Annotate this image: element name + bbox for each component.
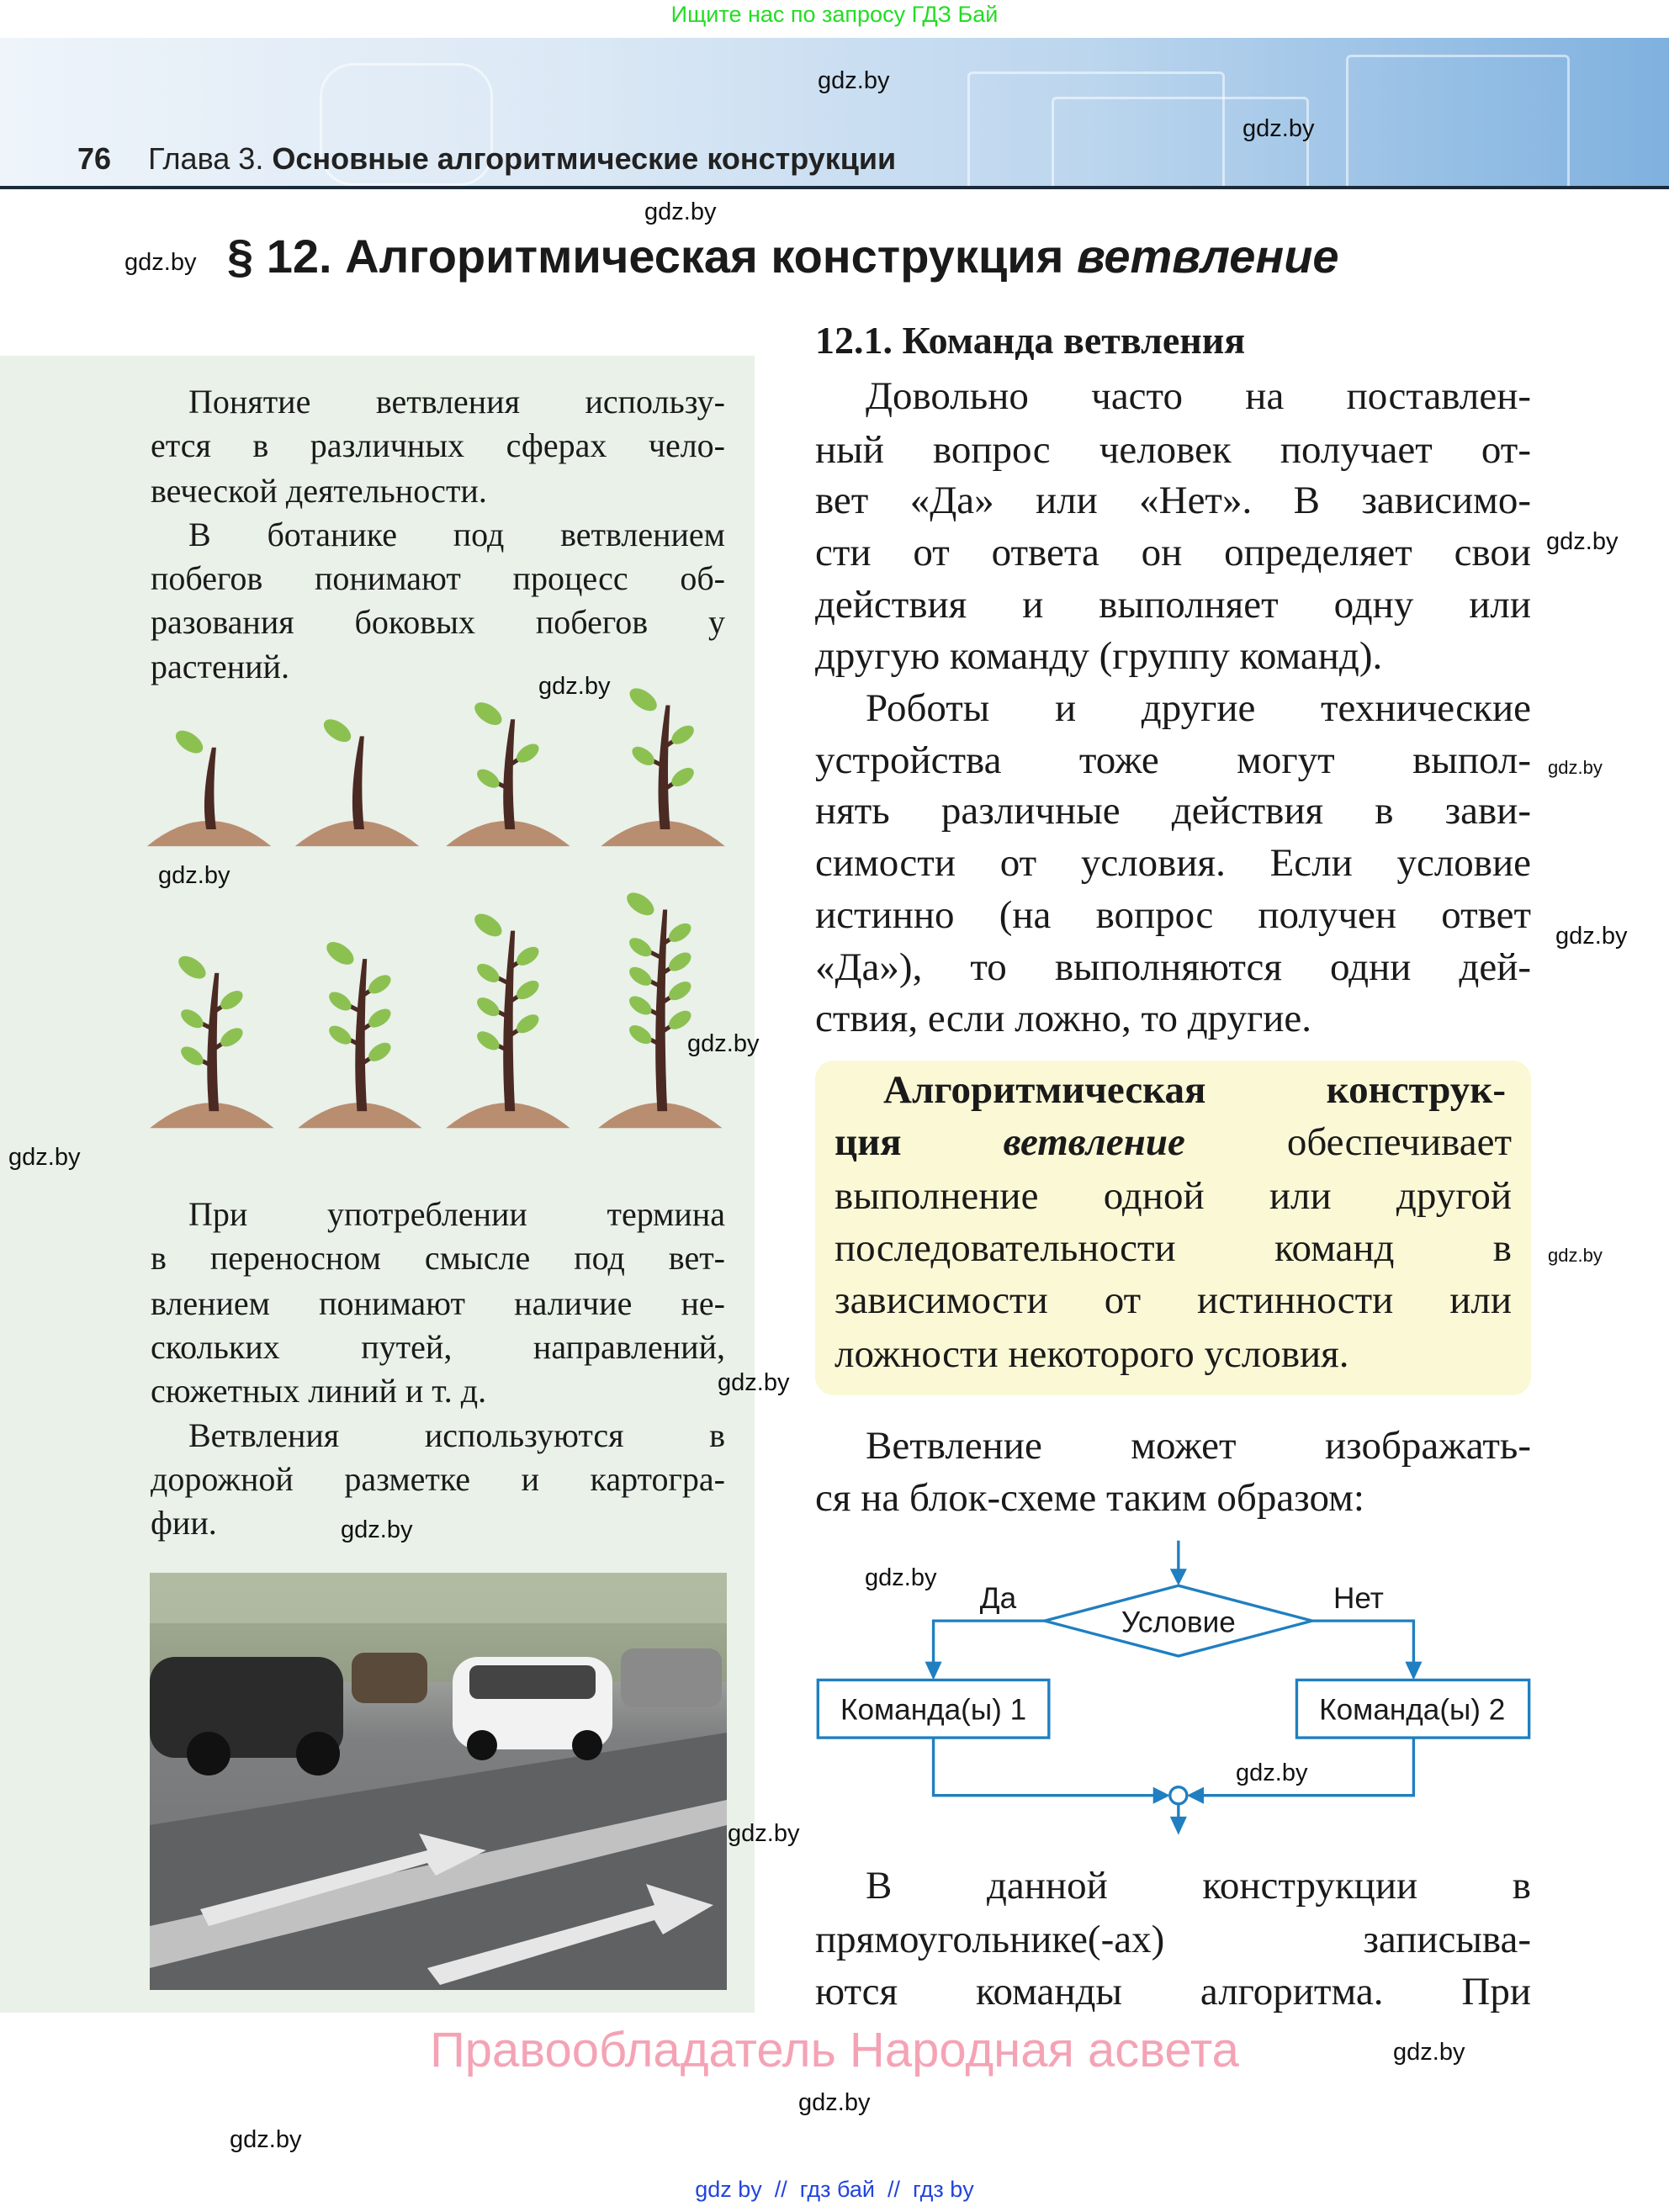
section-title-text: Алгоритмическая конструкция xyxy=(345,230,1064,283)
arrowhead-icon xyxy=(925,1662,942,1680)
sidebar-text-line: разования боковых побегов у xyxy=(151,603,725,641)
definition-text: обеспечивает xyxy=(1286,1120,1513,1164)
road-photo xyxy=(150,1573,727,1990)
watermark: gdz.by xyxy=(158,862,230,889)
watermark: gdz.by xyxy=(687,1030,760,1057)
sidebar-text-line: побегов понимают процесс об- xyxy=(151,559,725,597)
watermark: gdz.by xyxy=(341,1516,413,1543)
body-text-line: ствия, если ложно, то другие. xyxy=(815,997,1312,1040)
watermark: gdz.by xyxy=(8,1144,81,1171)
subsection-heading: 12.1. Команда ветвления xyxy=(815,319,1246,362)
body-text-line: «Да»), то выполняются одни дей- xyxy=(815,945,1531,989)
watermark: gdz.by xyxy=(728,1820,800,1847)
sidebar-text-line: ется в различных сферах чело- xyxy=(151,426,725,464)
command2-label: Команда(ы) 2 xyxy=(1319,1693,1506,1727)
condition-label: Условие xyxy=(1121,1606,1236,1639)
plant-sprout xyxy=(598,888,722,1128)
body-text-line: симости от условия. Если условие xyxy=(815,841,1531,885)
watermark: gdz.by xyxy=(230,2126,302,2153)
definition-term-italic: ветвление xyxy=(1003,1120,1185,1164)
yes-branch-line xyxy=(934,1621,1045,1664)
sidebar-text-line: влением понимают наличие не- xyxy=(151,1284,725,1322)
search-hint-banner: Ищите нас по запросу ГДЗ Бай xyxy=(670,2,999,27)
footer-links[interactable]: gdz by // гдз бай // гдз by xyxy=(695,2177,974,2202)
sidebar-text-line: сюжетных линий и т. д. xyxy=(151,1372,487,1410)
watermark: gdz.by xyxy=(1236,1760,1308,1786)
watermark: gdz.by xyxy=(125,249,197,276)
watermark: gdz.by xyxy=(818,67,890,94)
definition-term: ция xyxy=(834,1120,902,1164)
running-header xyxy=(77,141,896,177)
definition-line: Алгоритмическая конструк- xyxy=(883,1068,1506,1112)
sidebar-text-line: скольких путей, направлений, xyxy=(151,1328,725,1366)
definition-line xyxy=(834,1118,1512,1167)
body-text-line: Роботы и другие технические xyxy=(866,686,1531,730)
definition-line: выполнение одной или другой xyxy=(834,1174,1512,1218)
plant-sprout xyxy=(295,715,419,846)
watermark: gdz.by xyxy=(865,1564,937,1591)
watermark: gdz.by xyxy=(644,198,717,225)
body-text-line: устройства тоже могут выпол- xyxy=(815,738,1531,782)
definition-line: последовательности команд в xyxy=(834,1226,1512,1270)
sidebar-text-line: фии. xyxy=(151,1504,217,1542)
sidebar-text-line: дорожной разметке и картогра- xyxy=(151,1460,725,1498)
watermark: gdz.by xyxy=(1242,115,1315,142)
body-text-line: прямоугольнике(-ах) записыва- xyxy=(815,1918,1531,1961)
plant-sprout xyxy=(446,909,570,1128)
sidebar-text-line: При употреблении термина xyxy=(188,1195,725,1233)
body-text-line: нять различные действия в зави- xyxy=(815,789,1531,833)
plant-sprout xyxy=(601,684,724,846)
plant-sprout xyxy=(298,938,421,1129)
no-label: Нет xyxy=(1333,1582,1384,1616)
arrowhead-icon xyxy=(1153,1787,1170,1804)
chapter-title: Основные алгоритмические конструкции xyxy=(272,141,897,176)
no-branch-line xyxy=(1312,1621,1414,1664)
sidebar-text-line: Ветвления используются в xyxy=(188,1416,725,1454)
body-text-line: В данной конструкции в xyxy=(866,1864,1531,1908)
body-text-line: Ветвление может изображать- xyxy=(866,1424,1531,1468)
watermark: gdz.by xyxy=(1548,1245,1603,1266)
yes-label: Да xyxy=(979,1582,1017,1616)
chapter-label: Глава 3. xyxy=(148,141,264,176)
definition-line: ложности некоторого условия. xyxy=(834,1332,1349,1376)
body-text-line: сти от ответа он определяет свои xyxy=(815,531,1531,574)
body-text-line: ются команды алгоритма. При xyxy=(815,1970,1531,2014)
watermark: gdz.by xyxy=(1393,2039,1465,2066)
sidebar-text-line: растений. xyxy=(151,648,289,685)
section-title xyxy=(227,229,1339,283)
arrowhead-icon xyxy=(1405,1662,1422,1680)
body-text-line: ся на блок-схеме таким образом: xyxy=(815,1476,1364,1520)
plant-sprout xyxy=(446,698,570,846)
section-number: § 12. xyxy=(227,230,332,283)
page-number: 76 xyxy=(77,141,112,176)
watermark: gdz.by xyxy=(798,2089,871,2116)
sidebar-text-line: В ботанике под ветвлением xyxy=(188,516,725,553)
watermark: gdz.by xyxy=(1555,923,1628,950)
definition-line: зависимости от истинности или xyxy=(834,1278,1512,1322)
body-text-line: другую команду (группу команд). xyxy=(815,634,1383,678)
arrowhead-icon xyxy=(1187,1787,1204,1804)
arrowhead-icon xyxy=(1170,1569,1187,1585)
body-text-line: вет «Да» или «Нет». В зависимо- xyxy=(815,479,1531,522)
plant-sprout xyxy=(150,951,273,1128)
watermark: gdz.by xyxy=(1546,528,1619,555)
plant-sprout xyxy=(147,726,271,846)
merge-node xyxy=(1170,1787,1187,1804)
plant-growth-illustration xyxy=(141,677,734,1142)
body-text-line: истинно (на вопрос получен ответ xyxy=(815,893,1531,937)
body-text-line: действия и выполняет одну или xyxy=(815,583,1531,627)
sidebar-text-line: Понятие ветвления использу- xyxy=(188,383,725,421)
body-text-line: Довольно часто на поставлен- xyxy=(866,374,1531,418)
sidebar-text-line: веческой деятельности. xyxy=(151,472,487,510)
arrowhead-icon xyxy=(1170,1817,1187,1835)
section-title-italic: ветвление xyxy=(1076,230,1339,283)
sidebar-text-line: в переносном смысле под вет- xyxy=(151,1239,725,1277)
watermark: gdz.by xyxy=(538,673,611,700)
command1-label: Команда(ы) 1 xyxy=(840,1693,1027,1727)
watermark: gdz.by xyxy=(1548,757,1603,778)
merge-line-left xyxy=(934,1738,1161,1796)
copyright-notice: Правообладатель Народная асвета xyxy=(430,2023,1239,2077)
watermark: gdz.by xyxy=(718,1369,790,1396)
body-text-line: ный вопрос человек получает от- xyxy=(815,428,1531,472)
